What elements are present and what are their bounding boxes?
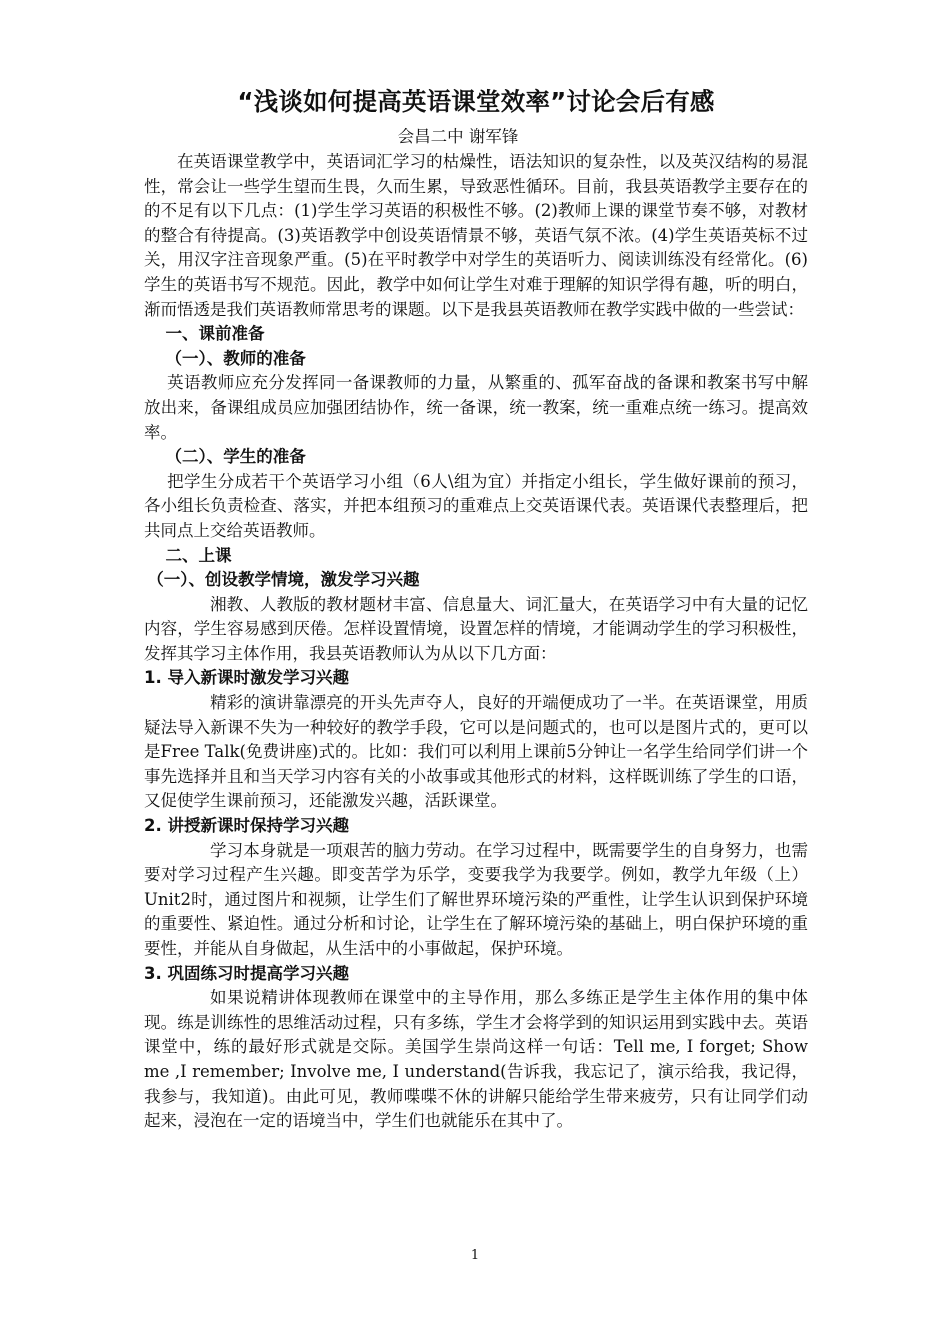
teach-lesson-paragraph: 学习本身就是一项艰苦的脑力劳动。在学习过程中，既需要学生的自身努力，也需要对学习过程产生兴趣。即变苦学为乐学，变要我学为我要学。例如，教学九年级（上）Unit2时，通过图片和视频，让学生们了解世界环境污染的严重性，让学生认识到保护环境的重要性、紧迫性。通过分析和讨论，让学生在了解环境污染的基础上，明白保护环境的重要性，并能从自身做起，从生活中的小事做起，保护环境。 <box>144 840 808 958</box>
section-heading-class: 二、上课 <box>165 545 232 565</box>
section-heading-preparation: 一、课前准备 <box>165 324 265 344</box>
subheading-teacher-prep: （一）、教师的准备 <box>165 348 306 368</box>
document-body <box>144 80 808 1134</box>
item-heading-intro-lesson: 1. 导入新课时激发学习兴趣 <box>144 668 349 688</box>
practice-paragraph: 如果说精讲体现教师在课堂中的主导作用，那么多练正是学生主体作用的集中体现。练是训练性的思维活动过程，只有多练，学生才会将学到的知识运用到实践中去。英语课堂中，练的最好形式就是交际。美国学生崇尚这样一句话：Tell me, I forget; Show me ,I remember; Involve me, I understand(告诉我，我忘记了，演示给我，我记得，我参与，我知道)。由此可见，教师喋喋不休的讲解只能给学生带来疲劳，只有让同学们动起来，浸泡在一定的语境当中，学生们也就能乐在其中了。 <box>144 988 808 1131</box>
page-number: 1 <box>470 1248 480 1263</box>
author-line: 会昌二中 谢军锋 <box>397 127 519 146</box>
create-context-paragraph: 湘教、人教版的教材题材丰富、信息量大、词汇量大，在英语学习中有大量的记忆内容，学生容易感到厌倦。怎样设置情境，设置怎样的情境，才能调动学生的学习积极性，发挥其学习主体作用，我县英语教师认为从以下几方面： <box>144 594 808 663</box>
teacher-prep-paragraph: 英语教师应充分发挥同一备课教师的力量，从繁重的、孤军奋战的备课和教案书写中解放出来，备课组成员应加强团结协作，统一备课，统一教案，统一重难点统一练习。提高效率。 <box>144 373 808 442</box>
intro-paragraph: 在英语课堂教学中，英语词汇学习的枯燥性，语法知识的复杂性，以及英汉结构的易混性，常会让一些学生望而生畏，久而生累，导致恶性循环。目前，我县英语教学主要存在的的不足有以下几点：(1)学生学习英语的积极性不够。(2)教师上课的课堂节奏不够，对教材的整合有待提高。(3)英语教学中创设英语情景不够，英语气氛不浓。(4)学生英语英标不过关，用汉字注音现象严重。(5)在平时教学中对学生的英语听力、阅读训练没有经常化。(6)学生的英语书写不规范。因此，教学中如何让学生对难于理解的知识学得有趣，听的明白，渐而悟透是我们英语教师常思考的课题。以下是我县英语教师在教学实践中做的一些尝试： <box>144 152 808 319</box>
item-heading-practice: 3. 巩固练习时提高学习兴趣 <box>144 963 349 983</box>
student-prep-paragraph: 把学生分成若干个英语学习小组（6人\组为宜）并指定小组长，学生做好课前的预习，各小组长负责检查、落实，并把本组预习的重难点上交英语课代表。英语课代表整理后，把共同点上交给英语教师。 <box>144 471 808 540</box>
subheading-create-context: （一）、创设教学情境，激发学习兴趣 <box>147 570 420 590</box>
page-title: “浅谈如何提高英语课堂效率”讨论会后有感 <box>237 87 715 116</box>
item-heading-teach-lesson: 2. 讲授新课时保持学习兴趣 <box>144 816 349 836</box>
intro-lesson-paragraph: 精彩的演讲靠漂亮的开头先声夺人，良好的开端便成功了一半。在英语课堂，用质疑法导入新课不失为一种较好的教学手段，它可以是问题式的，也可以是图片式的，更可以是Free Talk(免费讲座)式的。比如：我们可以利用上课前5分钟让一名学生给同学们讲一个事先选择并且和当天学习内容有关的小故事或其他形式的材料，这样既训练了学生的口语，又促使学生课前预习，还能激发兴趣，活跃课堂。 <box>144 693 808 811</box>
subheading-student-prep: （二）、学生的准备 <box>165 447 306 467</box>
